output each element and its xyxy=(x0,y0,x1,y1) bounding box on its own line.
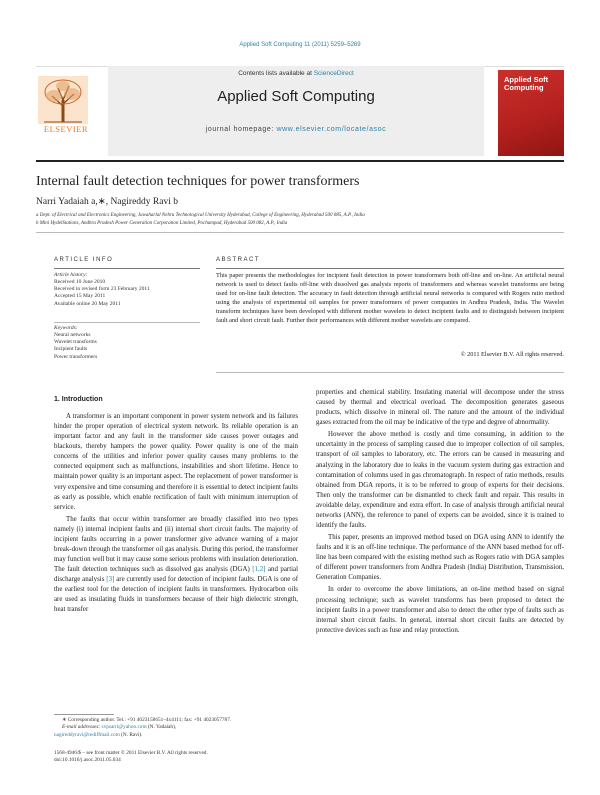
article-info-heading: ARTICLE INFO xyxy=(54,257,114,263)
right-paragraph-2: However the above method is costly and time consuming, in addition to the uncertainty in the process of sampling caused due to improper collection of oil samples, transport of oil samples to laboratory, etc. The errors can be caused in measuring and analyzing in the laboratory due to leaks in the vacuum system during gas extraction and contamination of columns used in gas chromatograph. In respect of ratio methods, results obtained from DGA reports, it is to be referred to group of experts for their decisions. Then only the transformer can be dismantled to check fault and repair. This results in avoidable delay, expenditure and extra effort. In case of analysis through artificial neural networks (ANN), the reference to panel of experts can be avoided, since it is trained to identify the faults. xyxy=(316,431,564,530)
cover-title: Applied Soft Computing xyxy=(504,75,549,93)
keyword-2: Wavelet transforms xyxy=(54,339,97,346)
email-link-1[interactable]: svpsarri@yahoo.com xyxy=(101,724,147,731)
issn-line: 1568-4946/$ – see front matter © 2011 Elsevier B.V. All rights reserved. xyxy=(54,750,208,756)
footnote xyxy=(54,717,302,739)
email-name-1: (N. Yadaiah), xyxy=(146,724,177,731)
left-paragraph-2 xyxy=(54,515,298,616)
keyword-3: Incipient faults xyxy=(54,346,88,353)
left-p2-text-b: and partial discharge analysis xyxy=(54,566,298,584)
email-name-2: (N. Ravi). xyxy=(119,731,143,738)
right-paragraph-4: In order to overcome the above limitations, an on-line method based on signal processing technique; such as wavelet transforms has been proposed to detect the incipient faults in a power transformer and also to detect the other type of faults such as internal short circuit faults. In general, internal short circuit faults are detected by protective devices such as fuse and relay protection. xyxy=(316,586,564,634)
keywords-rule xyxy=(54,322,200,323)
left-paragraph-1: A transformer is an important component in power system network and its failures hinder the proper operation of electrical system network. Its reliable operation is an important factor and any fault in the transformer side causes power outages and blackouts, thereby hampers the power quality. Power quality is one of the main concerns of the utilities and inferior power quality causes many problems to the connected equipment such as malfunctions, instabilities and short lifetime. Hence to maintain power quality is an important aspect. The replacement of power transformer is very expensive and time consuming and therefore it is essential to detect incipient faults as early as possible, which enable rectification of fault with minimum interruption of service. xyxy=(54,413,298,511)
front-matter xyxy=(54,750,354,765)
abstract-heading: ABSTRACT xyxy=(216,257,261,263)
journal-homepage xyxy=(108,126,484,133)
left-p2-text-c: are currently used for detection of incipient faults. DGA is one of the earliest tool for the detection of incipient faults in transformers. Hydrocarbon oils are used as insulating fluids in transformers because of their high dielectric strength, heat transfer xyxy=(54,576,299,614)
abstract-bottom-rule xyxy=(216,372,564,373)
email-link-2[interactable]: nagireddyravi@rediffmail.com xyxy=(54,731,120,738)
corresponding-author: ∗ Corresponding author. Tel.: +91 4023158651–4x4111; fax: +91 4023057787. xyxy=(62,717,232,723)
authors: Narri Yadaiah a,∗, Nagireddy Ravi b xyxy=(36,197,178,207)
right-paragraph-3: This paper, presents an improved method based on DGA using ANN to identify the faults and it is an off-line technique. The performance of the ANN based method for off-line has been compared with the existing method such as Rogers ratio with DGA samples of different power transformers from Andhra Pradesh (India) Distribution, Transmission, Generation Companies. xyxy=(316,534,564,582)
left-p2-text-a: The faults that occur within transformer are broadly classified into two types namely (i) internal incipient faults and (ii) internal short circuit faults. The majority of incipient faults occurring in a power transformer give advance warning of a major break-down through the transformer oil gas analysis. During this period, the transformer may function well but it may cause some serious problems with insulation deterioration. The fault detection techniques such as dissolved gas analysis (DGA) xyxy=(54,515,298,574)
section-heading-introduction: 1. Introduction xyxy=(54,396,103,403)
contents-prefix: Contents lists available at xyxy=(238,70,314,77)
affiliation-a: a Dept. of Electrical and Electronics Engineering, Jawaharlal Nehru Technological University Hyderabad, College of Engineering, Hyderabad 500 085, A.P., India xyxy=(36,213,365,218)
abstract-text: This paper presents the methodologies for incipient fault detection in power transformers both off-line and on-line. An artificial neural network is used to detect faults off-line with dissolved gas analysis reports of transformers and whereas wavelet transforms are being used for on-line fault detection. The accuracy in fault detection through artificial neural networks is compared with Rogers ratio method using the analysis of experimental oil samples for power transformers of power companies in Andhra Pradesh, India. The Wavelet transform techniques have been developed with different mother wavelets to detect incipient faults and to distinguish between incipient fault and short circuit fault. Further their performances with different mother wavelets are compared. xyxy=(216,272,564,324)
right-paragraph-1: properties and chemical stability. Insulating material will decompose under the stress caused by thermal and electrical overload. The decomposition generates gaseous products, which dissolve in mineral oil. The nature and the amount of the individual gases extracted from the oil may be indicative of the type and degree of abnormality. xyxy=(316,389,564,427)
article-history xyxy=(54,272,204,308)
sciencedirect-link[interactable]: ScienceDirect xyxy=(313,70,354,77)
keywords-label: Keywords: xyxy=(54,325,78,331)
journal-info-box xyxy=(108,66,484,156)
citation-3[interactable]: [3] xyxy=(106,576,115,584)
history-label: Article history: xyxy=(54,272,88,278)
citation-1-2[interactable]: [1,2] xyxy=(252,566,266,574)
history-revised: Received in revised form 23 February 2011 xyxy=(54,286,150,293)
publisher-name[interactable]: ELSEVIER xyxy=(43,124,89,134)
doi-line[interactable]: doi:10.1016/j.asoc.2011.05.034 xyxy=(54,757,121,764)
abstract-rule xyxy=(216,268,564,269)
history-accepted: Accepted 15 May 2011 xyxy=(54,293,106,300)
footnote-rule xyxy=(54,714,114,715)
right-column xyxy=(316,388,564,638)
left-column xyxy=(54,412,298,618)
homepage-prefix: journal homepage: xyxy=(205,126,277,133)
history-received: Received 10 June 2010 xyxy=(54,279,106,286)
history-online: Available online 20 May 2011 xyxy=(54,300,121,307)
email-label: E-mail addresses: xyxy=(62,724,101,731)
journal-name: Applied Soft Computing xyxy=(217,88,375,105)
article-info-rule xyxy=(54,268,200,269)
homepage-link[interactable]: www.elsevier.com/locate/asoc xyxy=(276,126,387,133)
journal-reference[interactable]: Applied Soft Computing 11 (2011) 5259–5269 xyxy=(239,42,361,48)
affiliation-b: b Mini HydelStations, Andhra Pradesh Power Generation Corporation Limited, Pochampad, Hyderabad 500 082, A.P., India xyxy=(36,221,288,226)
abstract-copyright: © 2011 Elsevier B.V. All rights reserved. xyxy=(460,351,564,358)
keyword-1: Neural networks xyxy=(54,332,91,339)
paper-title: Internal fault detection techniques for power transformers xyxy=(36,174,360,189)
title-divider xyxy=(36,232,564,233)
contents-available-line xyxy=(108,70,484,77)
keywords xyxy=(54,325,204,361)
keyword-4: Power transformers xyxy=(54,353,98,360)
